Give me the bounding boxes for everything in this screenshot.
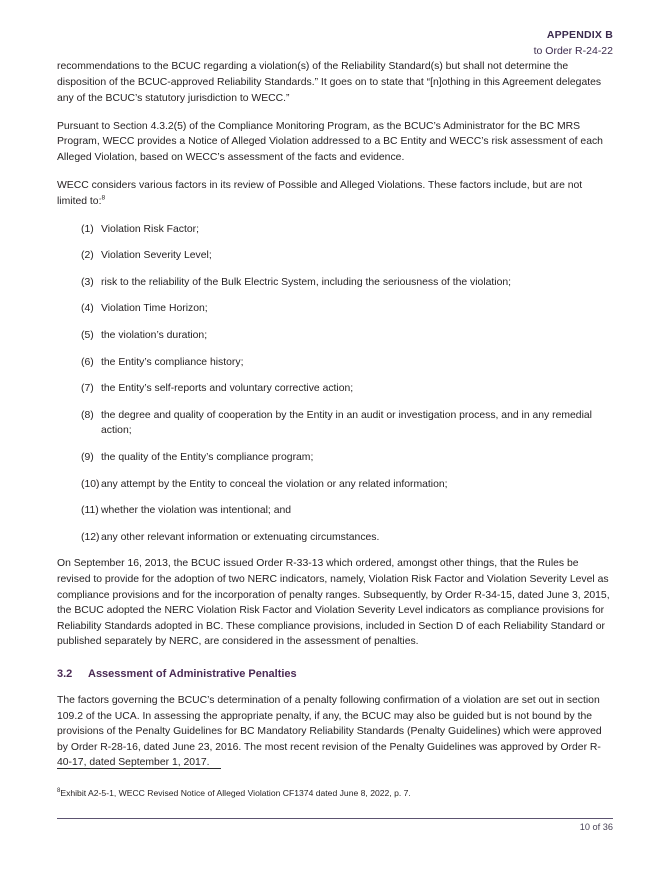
footnote-marker-8: 8 [101,194,106,202]
footnote-number: 8 [57,788,61,795]
document-header [57,0,613,59]
list-item [57,275,613,291]
paragraph-order-history: On September 16, 2013, the BCUC issued Order R-33-13 which ordered, amongst other things, that the Rules be revised to provide for the adoption of two NERC indicators, namely, Violation Risk Factor and Violation Severity Level as compliance provisions and for the incorporation of penalty ranges. Subsequently, by Order R-34-15, dated June 3, 2015, the BCUC adopted the NERC Violation Risk Factor and Violation Severity Level indicators as compliance provisions for Reliability Standards adopted in BC. These compliance provisions, included in Section D of each Reliability Standard or published separately by NERC, are considered in the assessment of penalties. [57,558,610,648]
list-item [57,248,613,264]
section-heading [57,667,613,682]
page-number: 10 of 36 [579,822,613,832]
list-item-label: whether the violation was intentional; and [101,505,292,517]
footnote-area [57,768,613,799]
paragraph-factors-leadin [57,178,613,209]
list-item [57,355,613,371]
list-item [57,530,613,546]
list-item [57,503,613,519]
list-item-number: (11) [81,505,99,517]
section-number: 3.2 [57,667,73,680]
list-item-label: any other relevant information or extenuating circumstances. [101,531,380,543]
list-item [57,301,613,317]
list-item-label: the degree and quality of cooperation by the Entity in an audit or investigation process, and in any remedial action; [101,409,592,437]
list-item [57,450,613,466]
list-item [57,408,613,439]
list-item-number: (10) [81,478,100,490]
list-item-label: the violation’s duration; [101,330,208,342]
list-item-number: (12) [81,531,100,543]
list-item [57,328,613,344]
list-item-number: (5) [81,330,94,342]
factors-list [57,222,613,546]
list-item-label: any attempt by the Entity to conceal the violation or any related information; [101,478,448,490]
list-item-number: (4) [81,303,94,315]
paragraph-compliance-monitoring: Pursuant to Section 4.3.2(5) of the Compliance Monitoring Program, as the BCUC’s Administrator for the BC MRS Program, WECC provides a Notice of Alleged Violation addressed to a BC Entity and WECC’s risk assessment of each Alleged Violation, based on WECC’s assessment of the facts and evidence. [57,120,603,163]
list-item-number: (2) [81,250,94,262]
paragraph-penalty-factors: The factors governing the BCUC’s determination of a penalty following confirmation of a violation are set out in section 109.2 of the UCA. In assessing the appropriate penalty, if any, the BCUC may also be guided but is not bound by the provisions of the Penalty Guidelines for BC Mandatory Reliability Standards (Penalty Guidelines) which were approved by Order R-28-16, dated June 23, 2016. The most recent revision of the Penalty Guidelines was approved by Order R-40-17, dated September 1, 2017. [57,694,602,769]
list-item-label: Violation Severity Level; [101,250,212,262]
list-item [57,381,613,397]
paragraph-continuation: recommendations to the BCUC regarding a violation(s) of the Reliability Standard(s) but shall not determine the disposition of the BCUC-approved Reliability Standards.” It goes on to state that “[n]othing in this Agreement delegates any of the BCUC’s statutory jurisdiction to WECC.” [57,61,602,104]
footer-divider [57,818,613,819]
list-item-number: (9) [81,452,94,464]
factors-leadin-text: WECC considers various factors in its review of Possible and Alleged Violations. These factors include, but are not limited to: [57,180,583,207]
list-item-number: (3) [81,276,94,288]
list-item-label: the Entity’s self-reports and voluntary corrective action; [101,383,354,395]
appendix-label: APPENDIX B [546,29,613,41]
list-item-number: (7) [81,383,94,395]
footnote-entry [57,787,613,799]
footnote-text: Exhibit A2-5-1, WECC Revised Notice of Alleged Violation CF1374 dated June 8, 2022, p. 7. [60,788,411,798]
page-footer [57,818,613,832]
section-title: Assessment of Administrative Penalties [88,667,297,680]
list-item-number: (8) [81,409,94,421]
list-item-label: the quality of the Entity’s compliance program; [101,452,314,464]
order-reference: to Order R-24-22 [533,45,613,58]
list-item-label: risk to the reliability of the Bulk Electric System, including the seriousness of the violation; [101,276,512,288]
list-item-number: (6) [81,356,94,368]
list-item-label: Violation Risk Factor; [101,223,199,235]
footnote-separator-rule [57,768,221,769]
list-item [57,477,613,493]
list-item-label: the Entity’s compliance history; [101,356,244,368]
list-item-number: (1) [81,223,94,235]
page-content [57,0,613,783]
list-item-label: Violation Time Horizon; [101,303,208,315]
list-item [57,222,613,238]
